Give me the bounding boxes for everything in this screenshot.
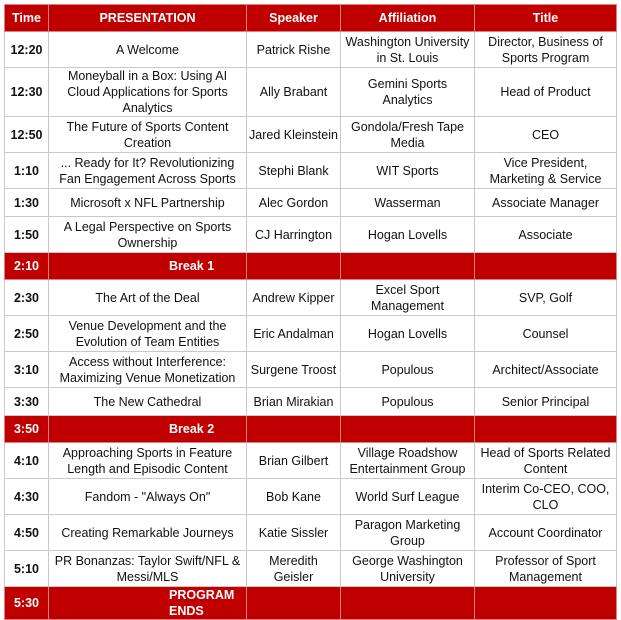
title-cell: Vice President, Marketing & Service <box>475 153 617 189</box>
title-cell: Interim Co-CEO, COO, CLO <box>475 479 617 515</box>
affiliation-cell: WIT Sports <box>341 153 475 189</box>
table-row <box>5 352 617 388</box>
break-time-cell: 5:30 <box>5 587 49 620</box>
table-row <box>5 153 617 189</box>
break-label: PROGRAM ENDS <box>49 587 247 620</box>
time-cell: 12:50 <box>5 117 49 153</box>
title-cell: Associate <box>475 217 617 253</box>
affiliation-cell: Wasserman <box>341 189 475 217</box>
time-cell: 4:10 <box>5 443 49 479</box>
speaker-cell: Eric Andalman <box>247 316 341 352</box>
break-empty-cell <box>247 587 341 620</box>
schedule-table <box>4 4 617 620</box>
affiliation-cell: Hogan Lovells <box>341 217 475 253</box>
presentation-cell: Moneyball in a Box: Using AI Cloud Applications for Sports Analytics <box>49 68 247 117</box>
presentation-cell: Fandom - "Always On" <box>49 479 247 515</box>
affiliation-cell: World Surf League <box>341 479 475 515</box>
break-row <box>5 416 617 443</box>
header-time: Time <box>5 5 49 32</box>
affiliation-cell: George Washington University <box>341 551 475 587</box>
time-cell: 3:30 <box>5 388 49 416</box>
presentation-cell: PR Bonanzas: Taylor Swift/NFL & Messi/MLS <box>49 551 247 587</box>
title-cell: Associate Manager <box>475 189 617 217</box>
title-cell: Head of Product <box>475 68 617 117</box>
header-row <box>5 5 617 32</box>
affiliation-cell: Hogan Lovells <box>341 316 475 352</box>
break-time-cell: 3:50 <box>5 416 49 443</box>
presentation-cell: Microsoft x NFL Partnership <box>49 189 247 217</box>
speaker-cell: Brian Gilbert <box>247 443 341 479</box>
presentation-cell: The New Cathedral <box>49 388 247 416</box>
time-cell: 1:10 <box>5 153 49 189</box>
title-cell: Counsel <box>475 316 617 352</box>
table-row <box>5 388 617 416</box>
break-row <box>5 253 617 280</box>
time-cell: 4:50 <box>5 515 49 551</box>
break-empty-cell <box>475 253 617 280</box>
break-empty-cell <box>247 253 341 280</box>
affiliation-cell: Gemini Sports Analytics <box>341 68 475 117</box>
affiliation-cell: Paragon Marketing Group <box>341 515 475 551</box>
speaker-cell: CJ Harrington <box>247 217 341 253</box>
speaker-cell: Patrick Rishe <box>247 32 341 68</box>
table-row <box>5 117 617 153</box>
title-cell: CEO <box>475 117 617 153</box>
break-label: Break 2 <box>49 416 247 443</box>
header-affiliation: Affiliation <box>341 5 475 32</box>
presentation-cell: Creating Remarkable Journeys <box>49 515 247 551</box>
time-cell: 12:20 <box>5 32 49 68</box>
title-cell: Director, Business of Sports Program <box>475 32 617 68</box>
table-row <box>5 189 617 217</box>
title-cell: Head of Sports Related Content <box>475 443 617 479</box>
affiliation-cell: Village Roadshow Entertainment Group <box>341 443 475 479</box>
affiliation-cell: Excel Sport Management <box>341 280 475 316</box>
title-cell: Senior Principal <box>475 388 617 416</box>
time-cell: 2:30 <box>5 280 49 316</box>
break-empty-cell <box>475 416 617 443</box>
speaker-cell: Brian Mirakian <box>247 388 341 416</box>
table-row <box>5 316 617 352</box>
speaker-cell: Jared Kleinstein <box>247 117 341 153</box>
table-row <box>5 515 617 551</box>
time-cell: 3:10 <box>5 352 49 388</box>
break-empty-cell <box>475 587 617 620</box>
title-cell: Architect/Associate <box>475 352 617 388</box>
table-row <box>5 479 617 515</box>
presentation-cell: Approaching Sports in Feature Length and Episodic Content <box>49 443 247 479</box>
header-speaker: Speaker <box>247 5 341 32</box>
speaker-cell: Stephi Blank <box>247 153 341 189</box>
speaker-cell: Ally Brabant <box>247 68 341 117</box>
table-row <box>5 32 617 68</box>
break-empty-cell <box>341 253 475 280</box>
break-label: Break 1 <box>49 253 247 280</box>
speaker-cell: Andrew Kipper <box>247 280 341 316</box>
time-cell: 12:30 <box>5 68 49 117</box>
presentation-cell: Venue Development and the Evolution of Team Entities <box>49 316 247 352</box>
break-row <box>5 587 617 620</box>
speaker-cell: Bob Kane <box>247 479 341 515</box>
title-cell: Account Coordinator <box>475 515 617 551</box>
title-cell: Professor of Sport Management <box>475 551 617 587</box>
table-row <box>5 68 617 117</box>
time-cell: 5:10 <box>5 551 49 587</box>
affiliation-cell: Populous <box>341 352 475 388</box>
affiliation-cell: Washington University in St. Louis <box>341 32 475 68</box>
table-row <box>5 443 617 479</box>
presentation-cell: Access without Interference: Maximizing Venue Monetization <box>49 352 247 388</box>
presentation-cell: A Legal Perspective on Sports Ownership <box>49 217 247 253</box>
affiliation-cell: Populous <box>341 388 475 416</box>
time-cell: 4:30 <box>5 479 49 515</box>
time-cell: 1:30 <box>5 189 49 217</box>
title-cell: SVP, Golf <box>475 280 617 316</box>
break-time-cell: 2:10 <box>5 253 49 280</box>
header-title: Title <box>475 5 617 32</box>
presentation-cell: ... Ready for It? Revolutionizing Fan Engagement Across Sports <box>49 153 247 189</box>
presentation-cell: A Welcome <box>49 32 247 68</box>
break-empty-cell <box>341 587 475 620</box>
time-cell: 1:50 <box>5 217 49 253</box>
table-row <box>5 551 617 587</box>
presentation-cell: The Future of Sports Content Creation <box>49 117 247 153</box>
speaker-cell: Meredith Geisler <box>247 551 341 587</box>
speaker-cell: Alec Gordon <box>247 189 341 217</box>
header-presentation: PRESENTATION <box>49 5 247 32</box>
speaker-cell: Katie Sissler <box>247 515 341 551</box>
affiliation-cell: Gondola/Fresh Tape Media <box>341 117 475 153</box>
table-row <box>5 217 617 253</box>
table-row <box>5 280 617 316</box>
time-cell: 2:50 <box>5 316 49 352</box>
break-empty-cell <box>247 416 341 443</box>
presentation-cell: The Art of the Deal <box>49 280 247 316</box>
speaker-cell: Surgene Troost <box>247 352 341 388</box>
break-empty-cell <box>341 416 475 443</box>
